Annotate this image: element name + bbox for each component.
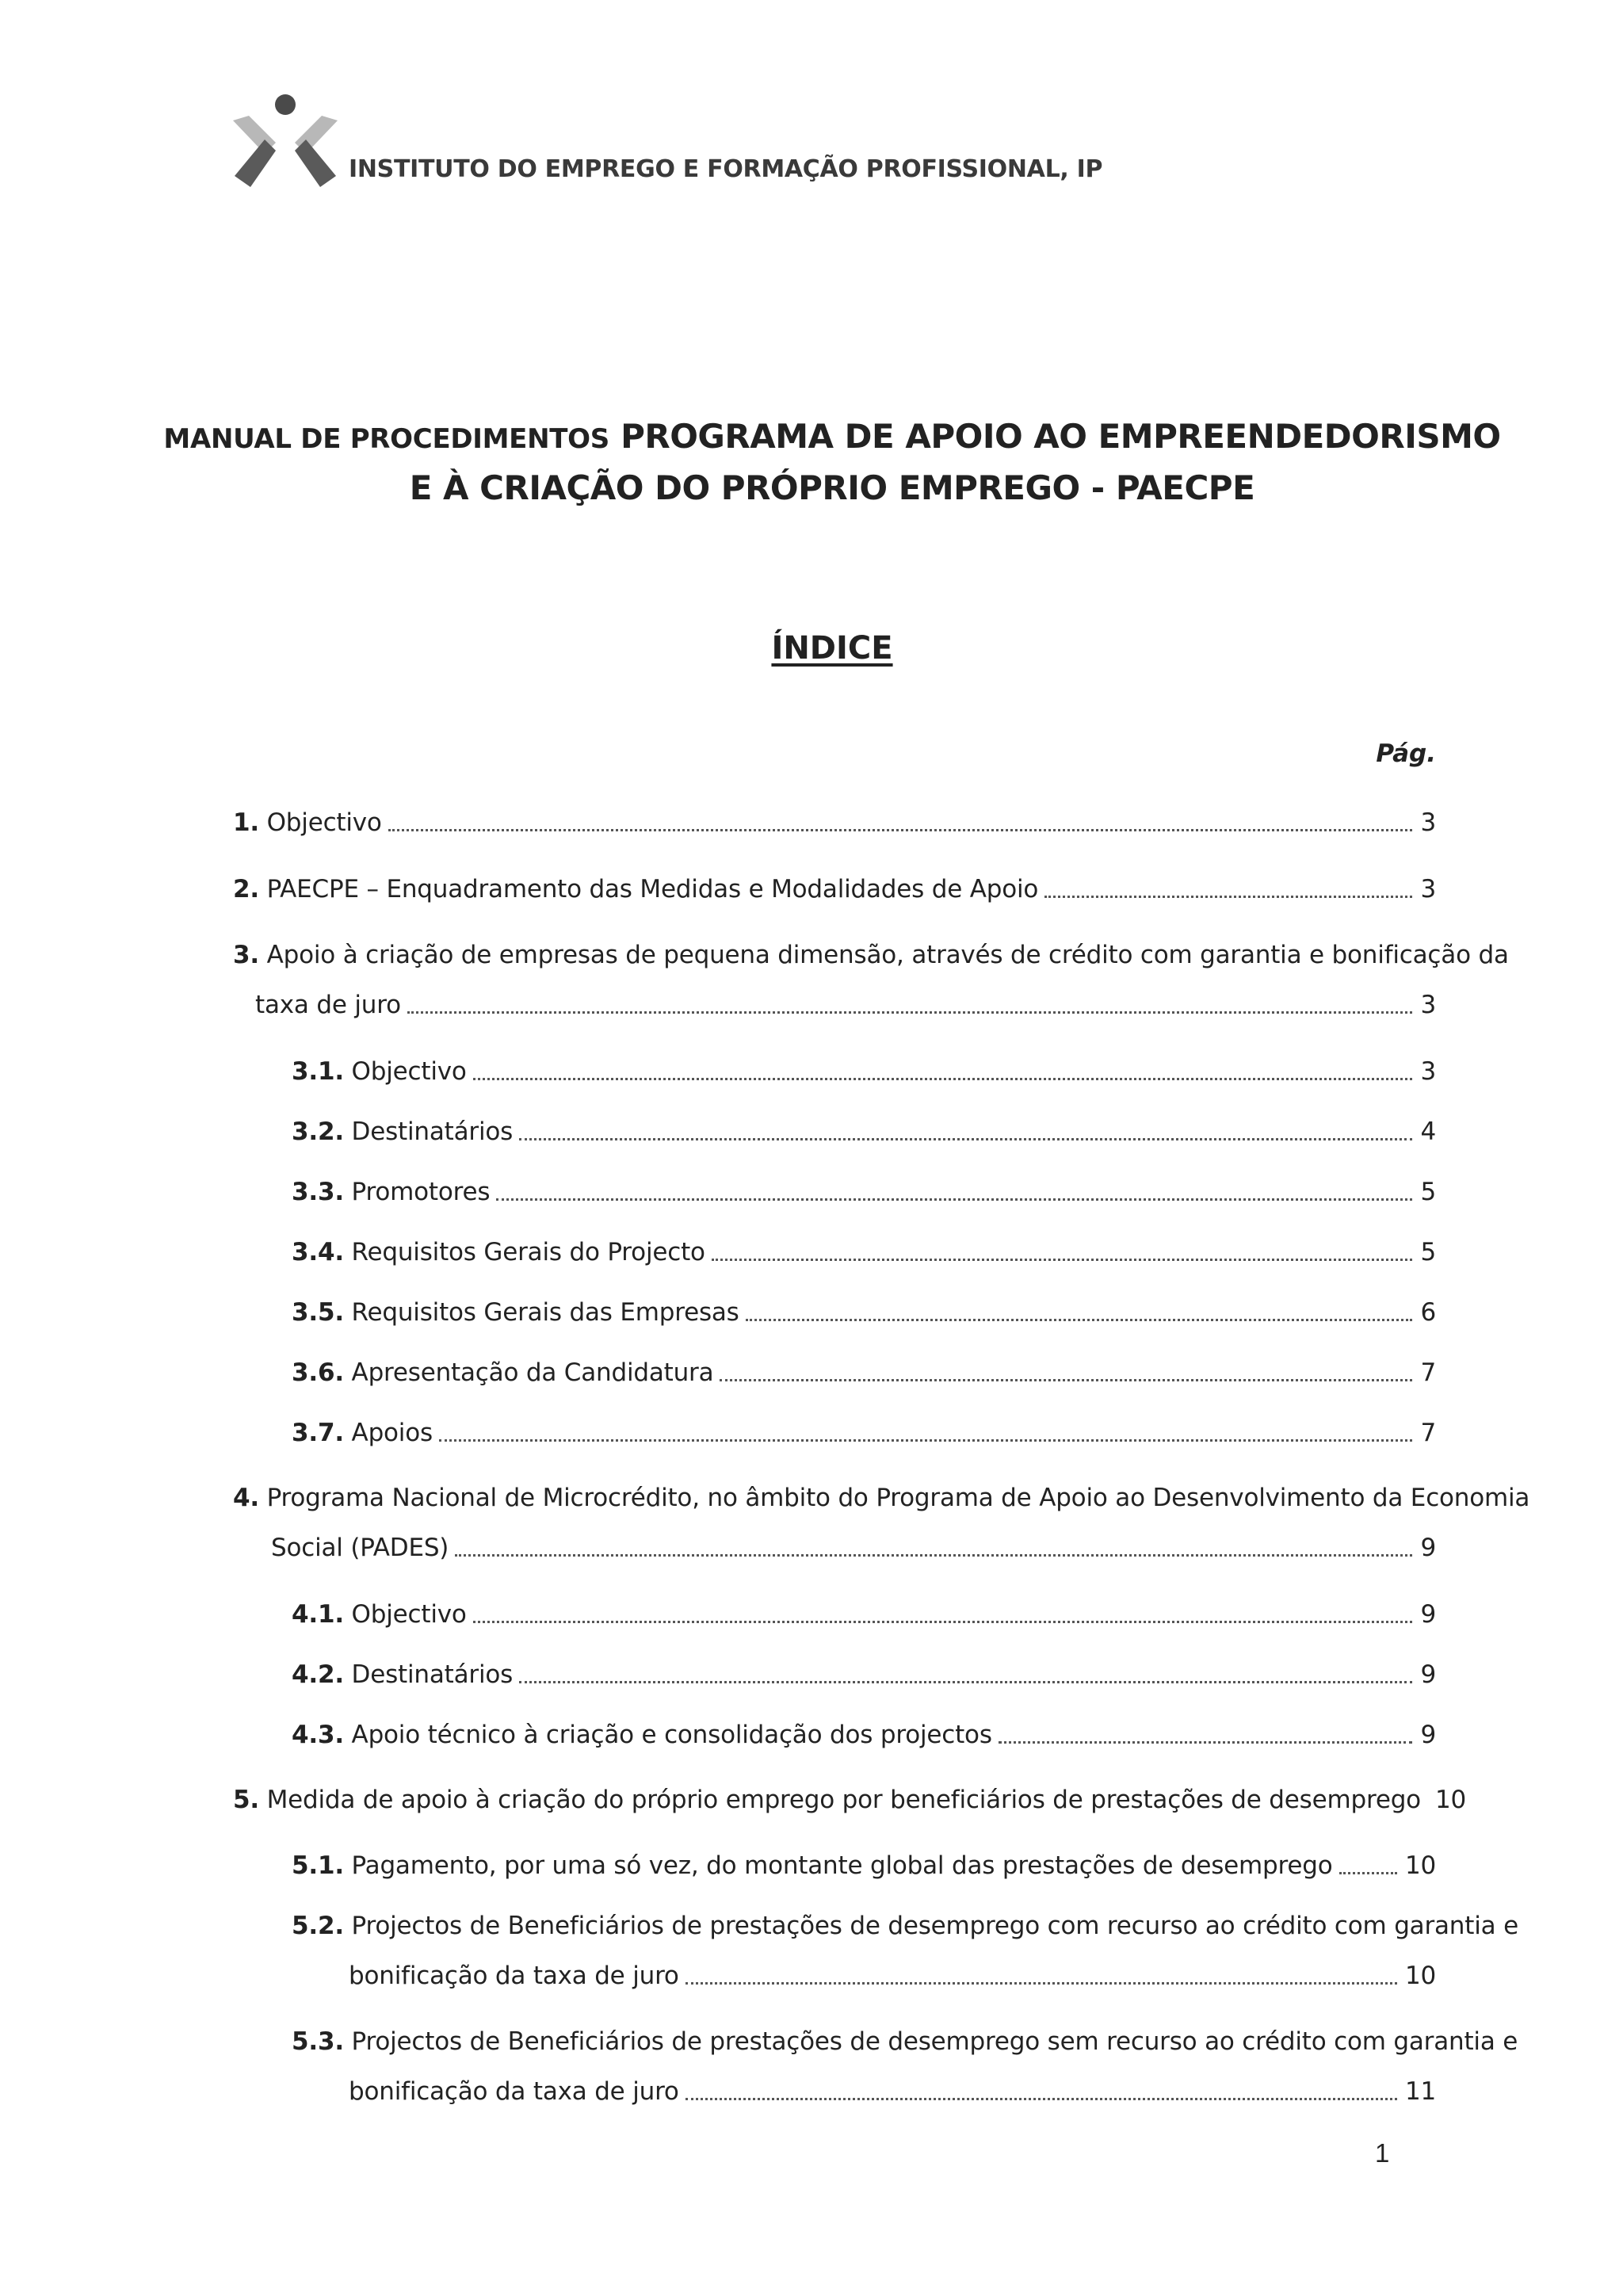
toc-entry-page: 3 bbox=[1420, 1057, 1436, 1086]
title-main: PROGRAMA DE APOIO AO EMPREENDEDORISMO bbox=[621, 417, 1501, 456]
document-title bbox=[127, 412, 1537, 513]
toc-entry-page: 9 bbox=[1420, 1600, 1436, 1629]
toc-entry-title: Promotores bbox=[343, 1178, 491, 1206]
toc-entry[interactable] bbox=[292, 1357, 1436, 1389]
toc-entry-page: 6 bbox=[1420, 1298, 1436, 1327]
toc-entry[interactable] bbox=[292, 1599, 1436, 1630]
toc-entry-number: 3.1. bbox=[292, 1057, 344, 1086]
toc-entry-title: Requisitos Gerais do Projecto bbox=[343, 1238, 705, 1266]
toc-entry-number: 4.3. bbox=[292, 1721, 344, 1749]
title-line-1 bbox=[127, 412, 1537, 464]
toc-entry-title: Pagamento, por uma só vez, do montante global das prestações de desemprego bbox=[343, 1851, 1333, 1880]
toc-entry-page: 5 bbox=[1420, 1238, 1436, 1266]
toc-entry-page: 10 bbox=[1434, 1786, 1466, 1814]
toc-entry-page: 10 bbox=[1404, 1962, 1436, 1990]
toc-entry-title: Objectivo bbox=[343, 1600, 467, 1629]
toc-entry-page: 4 bbox=[1420, 1117, 1436, 1146]
title-prefix: MANUAL DE PROCEDIMENTOS bbox=[163, 423, 609, 455]
toc-entry-number: 3.2. bbox=[292, 1117, 344, 1146]
dot-leader bbox=[455, 1554, 1412, 1557]
toc-entry[interactable] bbox=[233, 873, 1436, 905]
dot-leader bbox=[1044, 896, 1412, 898]
toc-entry[interactable] bbox=[292, 2026, 1518, 2057]
toc-entry-page: 3 bbox=[1420, 991, 1436, 1019]
toc-entry-page: 5 bbox=[1420, 1178, 1436, 1206]
toc-entry-number: 5.3. bbox=[292, 2027, 344, 2056]
toc-entry-continuation[interactable] bbox=[271, 1532, 1436, 1564]
organization-name: INSTITUTO DO EMPREGO E FORMAÇÃO PROFISSIONAL, IP bbox=[349, 155, 1103, 183]
page-column-label: Pág. bbox=[1376, 739, 1436, 768]
toc-entry[interactable] bbox=[233, 939, 1509, 971]
toc-entry-title: Programa Nacional de Microcrédito, no âmbito do Programa de Apoio ao Desenvolvimento da Economia bbox=[258, 1484, 1530, 1512]
toc-entry-number: 5.2. bbox=[292, 1912, 344, 1940]
toc-entry[interactable] bbox=[292, 1056, 1436, 1087]
toc-entry-title: Objectivo bbox=[258, 808, 382, 837]
toc-entry-number: 5.1. bbox=[292, 1851, 344, 1880]
dot-leader bbox=[685, 1982, 1397, 1985]
toc-entry[interactable] bbox=[233, 1482, 1529, 1514]
dot-leader bbox=[519, 1681, 1412, 1683]
toc-entry[interactable] bbox=[292, 1910, 1518, 1942]
toc-entry-page: 9 bbox=[1420, 1534, 1436, 1562]
dot-leader bbox=[720, 1379, 1412, 1381]
toc-entry-number: 4.1. bbox=[292, 1600, 344, 1629]
toc-entry-title: Medida de apoio à criação do próprio emprego por beneficiários de prestações de desemprego bbox=[258, 1786, 1421, 1814]
toc-entry-number: 3.3. bbox=[292, 1178, 344, 1206]
dot-leader bbox=[712, 1259, 1412, 1261]
toc-entry-title-continued: Social (PADES) bbox=[271, 1534, 449, 1562]
toc-entry-title: Apoio à criação de empresas de pequena dimensão, através de crédito com garantia e bonificação da bbox=[258, 941, 1509, 969]
toc-entry-number: 1. bbox=[233, 808, 259, 837]
toc-entry-number: 4. bbox=[233, 1484, 259, 1512]
dot-leader bbox=[496, 1198, 1412, 1201]
dot-leader bbox=[473, 1621, 1412, 1623]
dot-leader bbox=[473, 1078, 1412, 1080]
toc-entry-page: 10 bbox=[1404, 1851, 1436, 1880]
toc-entry[interactable] bbox=[292, 1236, 1436, 1268]
toc-entry-number: 5. bbox=[233, 1786, 259, 1814]
toc-entry[interactable] bbox=[233, 1784, 1466, 1816]
toc-entry-title: Destinatários bbox=[343, 1660, 514, 1689]
toc-entry-page: 7 bbox=[1420, 1419, 1436, 1447]
dot-leader bbox=[685, 2098, 1397, 2100]
dot-leader bbox=[999, 1741, 1412, 1744]
toc-entry[interactable] bbox=[292, 1850, 1436, 1881]
toc-entry-number: 3.7. bbox=[292, 1419, 344, 1447]
dot-leader bbox=[1339, 1872, 1397, 1874]
toc-entry-title: Requisitos Gerais das Empresas bbox=[343, 1298, 739, 1327]
toc-entry[interactable] bbox=[292, 1116, 1436, 1148]
header bbox=[230, 94, 1181, 197]
iefp-logo bbox=[230, 94, 341, 195]
toc-entry-continuation[interactable] bbox=[349, 1960, 1436, 1992]
toc-entry-title: Apoio técnico à criação e consolidação dos projectos bbox=[343, 1721, 992, 1749]
dot-leader bbox=[746, 1319, 1412, 1321]
toc-entry-page: 11 bbox=[1404, 2077, 1436, 2106]
title-line-2: E À CRIAÇÃO DO PRÓPRIO EMPREGO - PAECPE bbox=[409, 468, 1255, 507]
dot-leader bbox=[439, 1439, 1412, 1442]
toc-entry[interactable] bbox=[292, 1659, 1436, 1690]
toc-entry-number: 3.5. bbox=[292, 1298, 344, 1327]
page-number: 1 bbox=[1375, 2138, 1390, 2168]
toc-entry-title: Projectos de Beneficiários de prestações de desemprego com recurso ao crédito com garantia e bbox=[343, 1912, 1518, 1940]
toc-entry-continuation[interactable] bbox=[255, 989, 1436, 1021]
toc-entry[interactable] bbox=[292, 1417, 1436, 1449]
toc-entry-title: Destinatários bbox=[343, 1117, 514, 1146]
toc-entry-continuation[interactable] bbox=[349, 2076, 1436, 2107]
toc-entry-number: 3.4. bbox=[292, 1238, 344, 1266]
toc-entry-title-continued: taxa de juro bbox=[255, 991, 401, 1019]
toc-entry-title: Projectos de Beneficiários de prestações de desemprego sem recurso ao crédito com garantia e bbox=[343, 2027, 1518, 2056]
toc-heading: ÍNDICE bbox=[771, 630, 893, 667]
toc-entry-title-continued: bonificação da taxa de juro bbox=[349, 2077, 679, 2106]
toc-entry-page: 9 bbox=[1420, 1660, 1436, 1689]
toc-entry-page: 3 bbox=[1420, 875, 1436, 904]
toc-entry-page: 3 bbox=[1420, 808, 1436, 837]
toc-entry-number: 3. bbox=[233, 941, 259, 969]
toc-entry-title: Apoios bbox=[343, 1419, 433, 1447]
toc-entry-page: 7 bbox=[1420, 1358, 1436, 1387]
dot-leader bbox=[407, 1011, 1412, 1014]
dot-leader bbox=[388, 829, 1412, 831]
toc-entry[interactable] bbox=[292, 1297, 1436, 1328]
toc-entry[interactable] bbox=[233, 807, 1436, 839]
toc-entry[interactable] bbox=[292, 1176, 1436, 1208]
toc-entry-number: 4.2. bbox=[292, 1660, 344, 1689]
toc-entry-title: PAECPE – Enquadramento das Medidas e Modalidades de Apoio bbox=[258, 875, 1039, 904]
toc-entry-title: Objectivo bbox=[343, 1057, 467, 1086]
dot-leader bbox=[519, 1138, 1412, 1140]
toc-entry-number: 2. bbox=[233, 875, 259, 904]
toc-entry-number: 3.6. bbox=[292, 1358, 344, 1387]
toc-entry-title: Apresentação da Candidatura bbox=[343, 1358, 714, 1387]
toc-entry-page: 9 bbox=[1420, 1721, 1436, 1749]
toc-entry-title-continued: bonificação da taxa de juro bbox=[349, 1962, 679, 1990]
toc-entry[interactable] bbox=[292, 1719, 1436, 1751]
